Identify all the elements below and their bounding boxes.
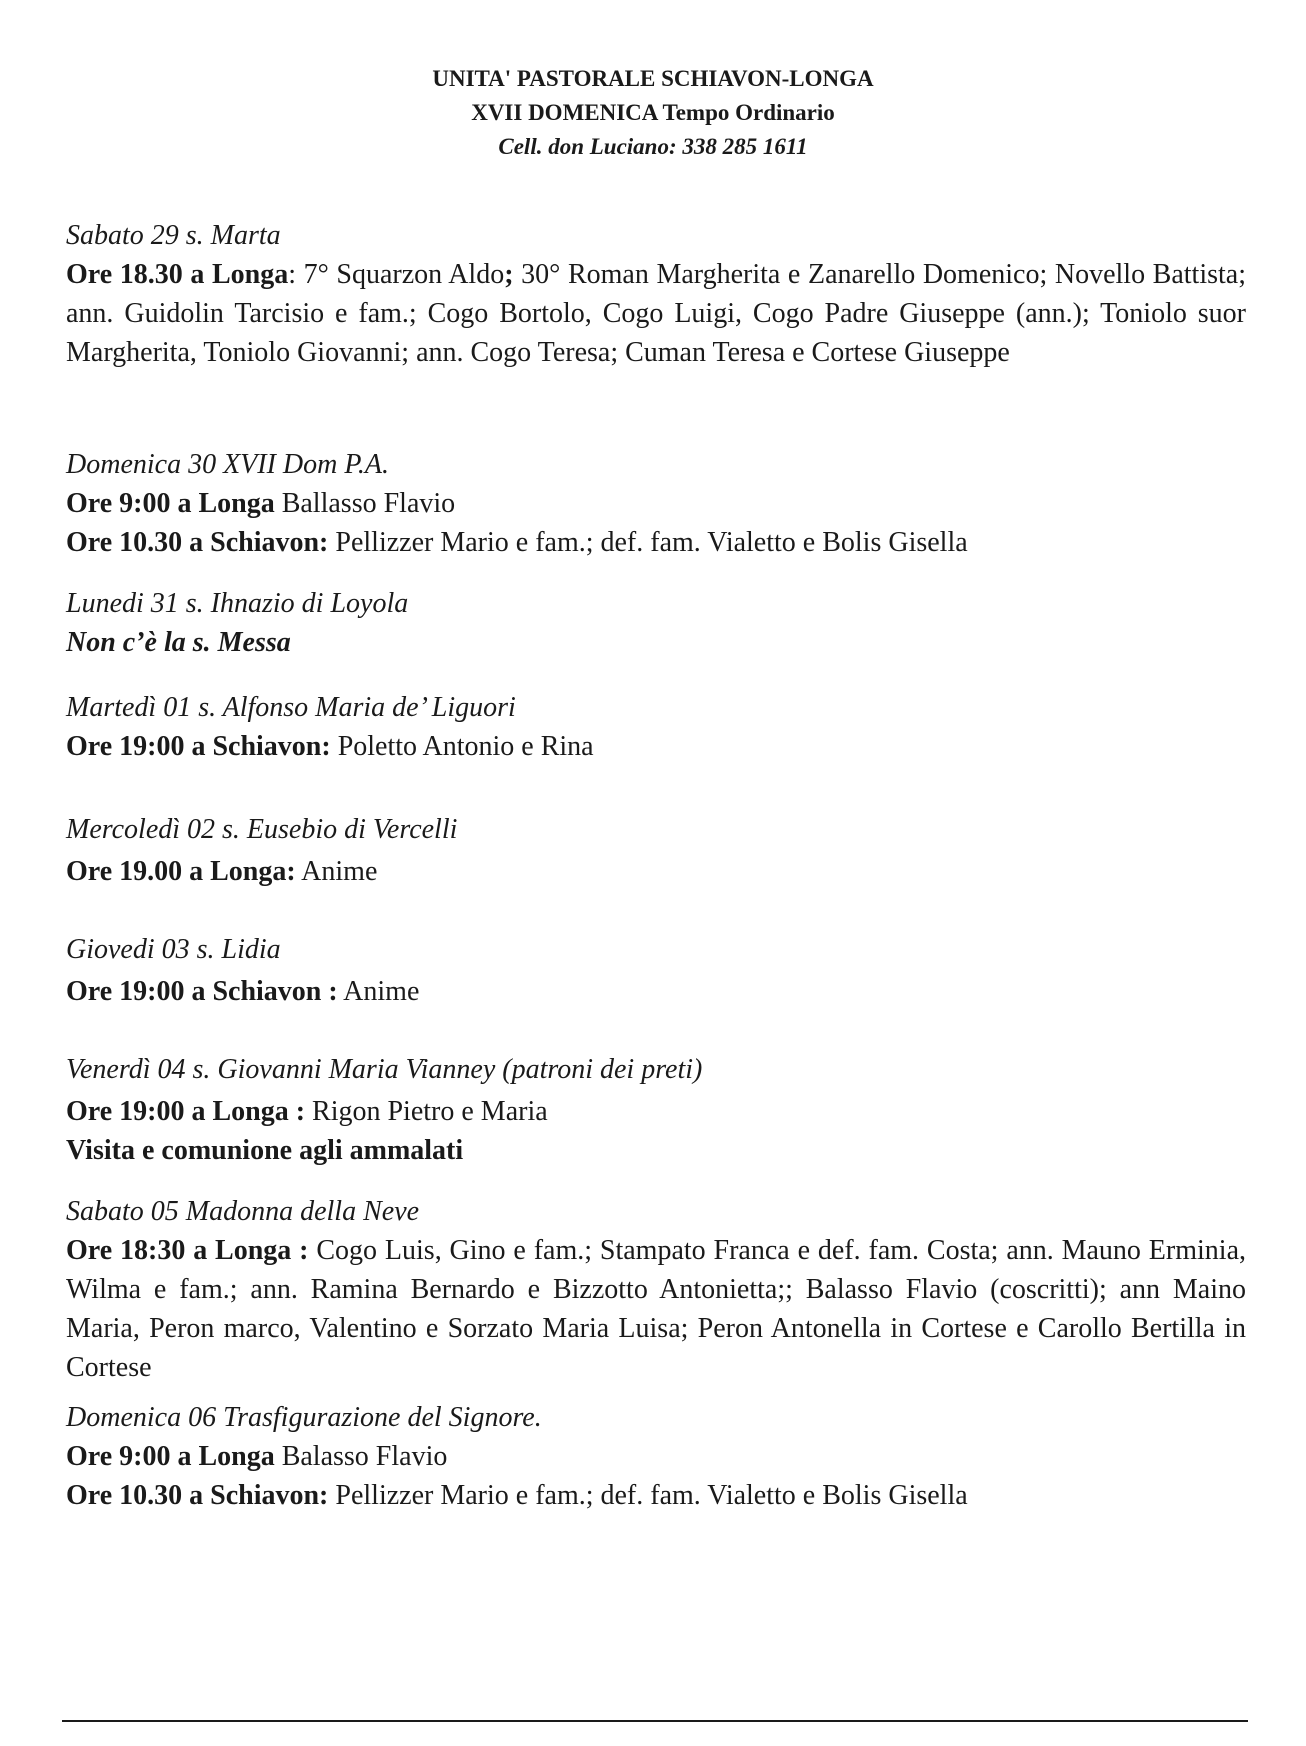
- parish-title: UNITA' PASTORALE SCHIAVON-LONGA: [432, 66, 874, 91]
- mass-intentions: Anime: [337, 976, 420, 1007]
- mass-time-place: Ore 10.30 a Schiavon:: [66, 1480, 329, 1511]
- mass-entry: [66, 1092, 1246, 1131]
- mass-time-place: Ore 19:00 a Schiavon :: [66, 976, 338, 1007]
- mass-intentions: Pellizzer Mario e fam.; def. fam. Vialetto e Bolis Gisella: [328, 527, 968, 558]
- day-heading: Mercoledì 02 s. Eusebio di Vercelli: [66, 814, 458, 845]
- mass-time-place: Ore 19.00 a Longa:: [66, 856, 296, 887]
- mass-time-place: Ore 9:00 a Longa: [66, 1441, 275, 1472]
- mass-time-place: Ore 18:30 a Longa :: [66, 1235, 309, 1266]
- sunday-title-bold: XVII DOMENICA: [471, 100, 658, 125]
- mass-time-place: Ore 18.30 a Longa: [66, 259, 289, 290]
- mass-time-place: Ore 19:00 a Longa :: [66, 1096, 306, 1127]
- schedule-section-domenica-06: [66, 1398, 1246, 1515]
- mass-entry: [66, 852, 1246, 891]
- contact-phone: Cell. don Luciano: 338 285 1611: [498, 134, 808, 159]
- mass-intentions-a: : 7° Squarzon Aldo: [288, 259, 505, 290]
- mass-entry: [66, 1231, 1246, 1387]
- mass-entry: [66, 727, 1246, 766]
- mass-entry: [66, 1437, 1246, 1476]
- schedule-section-lunedi-31: [66, 584, 1246, 662]
- day-heading: Giovedi 03 s. Lidia: [66, 934, 281, 965]
- mass-separator: ;: [504, 259, 514, 290]
- mass-time-place: Ore 10.30 a Schiavon:: [66, 527, 329, 558]
- mass-intentions: Balasso Flavio: [274, 1441, 448, 1472]
- schedule-section-venerdi-04: [66, 1050, 1246, 1170]
- mass-intentions: Pellizzer Mario e fam.; def. fam. Vialetto e Bolis Gisella: [328, 1480, 968, 1511]
- schedule-section-sabato-05: [66, 1192, 1246, 1387]
- mass-time-place: Ore 9:00 a Longa: [66, 488, 275, 519]
- mass-entry: [66, 484, 1246, 523]
- visit-note: Visita e comunione agli ammalati: [66, 1135, 464, 1166]
- day-heading: Lunedi 31 s. Ihnazio di Loyola: [66, 588, 409, 619]
- schedule-section-mercoledi-02: [66, 810, 1246, 891]
- day-heading: Venerdì 04 s. Giovanni Maria Vianney (patroni dei preti): [66, 1054, 703, 1085]
- page-header: [0, 62, 1306, 164]
- day-heading: Domenica 06 Trasfigurazione del Signore.: [66, 1402, 542, 1433]
- mass-intentions: Cogo Luis, Gino e fam.; Stampato Franca e def. fam. Costa; ann. Mauno Erminia, Wilma e fam.; ann. Ramina Bernardo e Bizzotto Antonietta;; Balasso Flavio (coscritti); ann Maino Maria, Peron marco, Valentino e Sorzato Maria Luisa; Peron Antonella in Cortese e Carollo Bertilla in Cortese: [66, 1235, 1246, 1383]
- schedule-section-domenica-30: [66, 445, 1246, 562]
- schedule-section-giovedi-03: [66, 930, 1246, 1011]
- footer-rule: [62, 1720, 1248, 1722]
- day-heading: Sabato 05 Madonna della Neve: [66, 1196, 420, 1227]
- day-heading: Domenica 30 XVII Dom P.A.: [66, 449, 389, 480]
- day-heading: Martedì 01 s. Alfonso Maria de’ Liguori: [66, 692, 516, 723]
- mass-entry: [66, 972, 1246, 1011]
- mass-entry: [66, 1476, 1246, 1515]
- mass-intentions: Ballasso Flavio: [274, 488, 456, 519]
- schedule-section-sabato-29: [66, 216, 1246, 372]
- no-mass-note: Non c’è la s. Messa: [66, 627, 291, 658]
- mass-intentions: Anime: [295, 856, 378, 887]
- mass-intentions: Rigon Pietro e Maria: [305, 1096, 548, 1127]
- mass-entry: [66, 255, 1246, 372]
- mass-entry: [66, 523, 1246, 562]
- sunday-title-rest: Tempo Ordinario: [657, 100, 835, 125]
- mass-intentions: Poletto Antonio e Rina: [330, 731, 594, 762]
- mass-time-place: Ore 19:00 a Schiavon:: [66, 731, 331, 762]
- schedule-section-martedi-01: [66, 688, 1246, 766]
- day-heading: Sabato 29 s. Marta: [66, 220, 281, 251]
- sunday-title: [0, 96, 1306, 130]
- mass-intentions-b: 30° Roman Margherita e Zanarello Domenico; Novello Battista; ann. Guidolin Tarcisio e fam.; Cogo Bortolo, Cogo Luigi, Cogo Padre Giuseppe (ann.); Toniolo suor Margherita, Toniolo Giovanni; ann. Cogo Teresa; Cuman Teresa e Cortese Giuseppe: [66, 259, 1246, 368]
